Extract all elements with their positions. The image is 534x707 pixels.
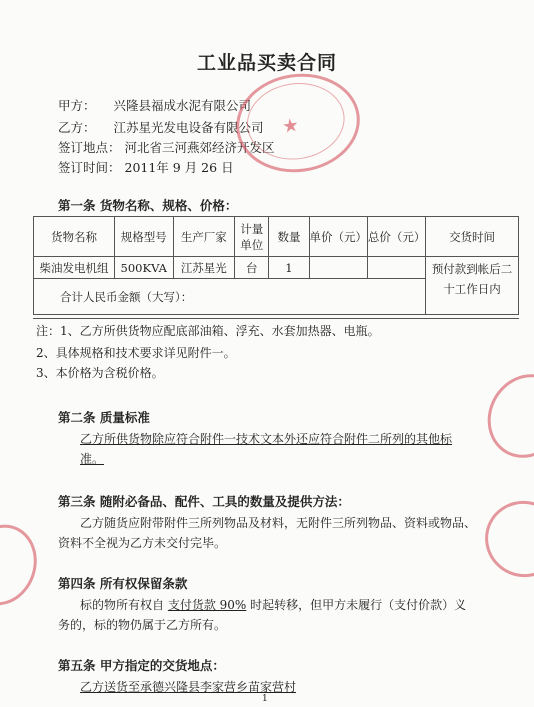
goods-cell: 江苏星光 bbox=[173, 257, 235, 279]
delivery-time-cell: 预付款到帐后二十工作日内 bbox=[426, 257, 519, 315]
goods-row bbox=[34, 257, 519, 279]
page-number: 1 bbox=[262, 694, 268, 704]
article5-heading: 第五条 甲方指定的交货地点： bbox=[58, 658, 225, 673]
article3-text-line2: 资料不全视为乙方未交付完毕。 bbox=[58, 536, 227, 550]
article2-text-line2: 准。 bbox=[80, 452, 105, 466]
article2-text-line1: 乙方所供货物除应符合附件一技术文本外还应符合附件二所列的其他标 bbox=[80, 432, 453, 446]
seller-label: 乙方： bbox=[58, 120, 96, 135]
seller-name: 江苏星光发电设备有限公司 bbox=[113, 120, 264, 135]
date-line bbox=[58, 158, 234, 176]
goods-cell: 台 bbox=[235, 257, 269, 279]
date-label: 签订时间： bbox=[58, 160, 121, 175]
place-label: 签订地点： bbox=[58, 140, 121, 155]
contract-title: 工业品买卖合同 bbox=[196, 52, 337, 74]
article4-text-line1 bbox=[80, 596, 466, 613]
article4-heading: 第四条 所有权保留条款 bbox=[58, 576, 188, 591]
article4-text-line2: 务的，标的物仍属于乙方所有。 bbox=[58, 618, 227, 632]
place-value: 河北省三河燕郊经济开发区 bbox=[124, 140, 275, 155]
side-seal-left bbox=[0, 515, 48, 616]
goods-table bbox=[33, 216, 519, 315]
article4-text-b: 支付货款 90% bbox=[167, 598, 247, 612]
col-header: 生产厂家 bbox=[173, 217, 235, 257]
seller-seal-stamp: ★ bbox=[230, 66, 366, 180]
col-header: 计量单位 bbox=[235, 217, 269, 257]
col-header: 数量 bbox=[269, 217, 309, 257]
goods-cell: 1 bbox=[269, 257, 309, 279]
buyer-name: 兴隆县福成水泥有限公司 bbox=[113, 98, 252, 113]
article3-heading: 第三条 随附必备品、配件、工具的数量及提供方法： bbox=[58, 494, 350, 509]
side-seal-right-lower bbox=[474, 490, 534, 588]
note-1: 注：1、乙方所供货物应配底部油箱、浮充、水套加热器、电瓶。 bbox=[36, 324, 380, 338]
article2-heading: 第二条 质量标准 bbox=[58, 410, 150, 425]
col-header: 规格型号 bbox=[114, 217, 173, 257]
total-label: 合计人民币金额（大写）： bbox=[34, 279, 426, 315]
goods-header-row bbox=[34, 217, 519, 257]
buyer-label: 甲方： bbox=[58, 98, 96, 113]
article4-text-a: 标的物所有权自 bbox=[80, 598, 165, 612]
article4-text-c: 时起转移，但甲方未履行（支付价款）义 bbox=[250, 598, 467, 612]
goods-cell bbox=[309, 257, 367, 279]
article5-text-line1: 乙方送货至承德兴隆县李家营乡苗家营村 bbox=[80, 680, 297, 694]
seller-line bbox=[58, 118, 264, 136]
goods-cell bbox=[367, 257, 425, 279]
goods-cell: 500KVA bbox=[114, 257, 173, 279]
col-header: 总价（元） bbox=[367, 217, 425, 257]
goods-cell: 柴油发电机组 bbox=[34, 257, 115, 279]
note-3: 3、本价格为含税价格。 bbox=[36, 366, 164, 380]
col-header: 货物名称 bbox=[34, 217, 115, 257]
col-header: 单价（元） bbox=[309, 217, 367, 257]
buyer-line bbox=[58, 96, 251, 114]
article1-heading: 第一条 货物名称、规格、价格： bbox=[58, 198, 238, 213]
col-header: 交货时间 bbox=[426, 217, 519, 257]
date-value: 2011年 9 月 26 日 bbox=[124, 160, 234, 175]
article3-text-line1: 乙方随货应附带附件三所列物品及材料，无附件三所列物品、资料或物品、 bbox=[80, 516, 477, 530]
note-2: 2、具体规格和技术要求详见附件一。 bbox=[36, 346, 236, 360]
